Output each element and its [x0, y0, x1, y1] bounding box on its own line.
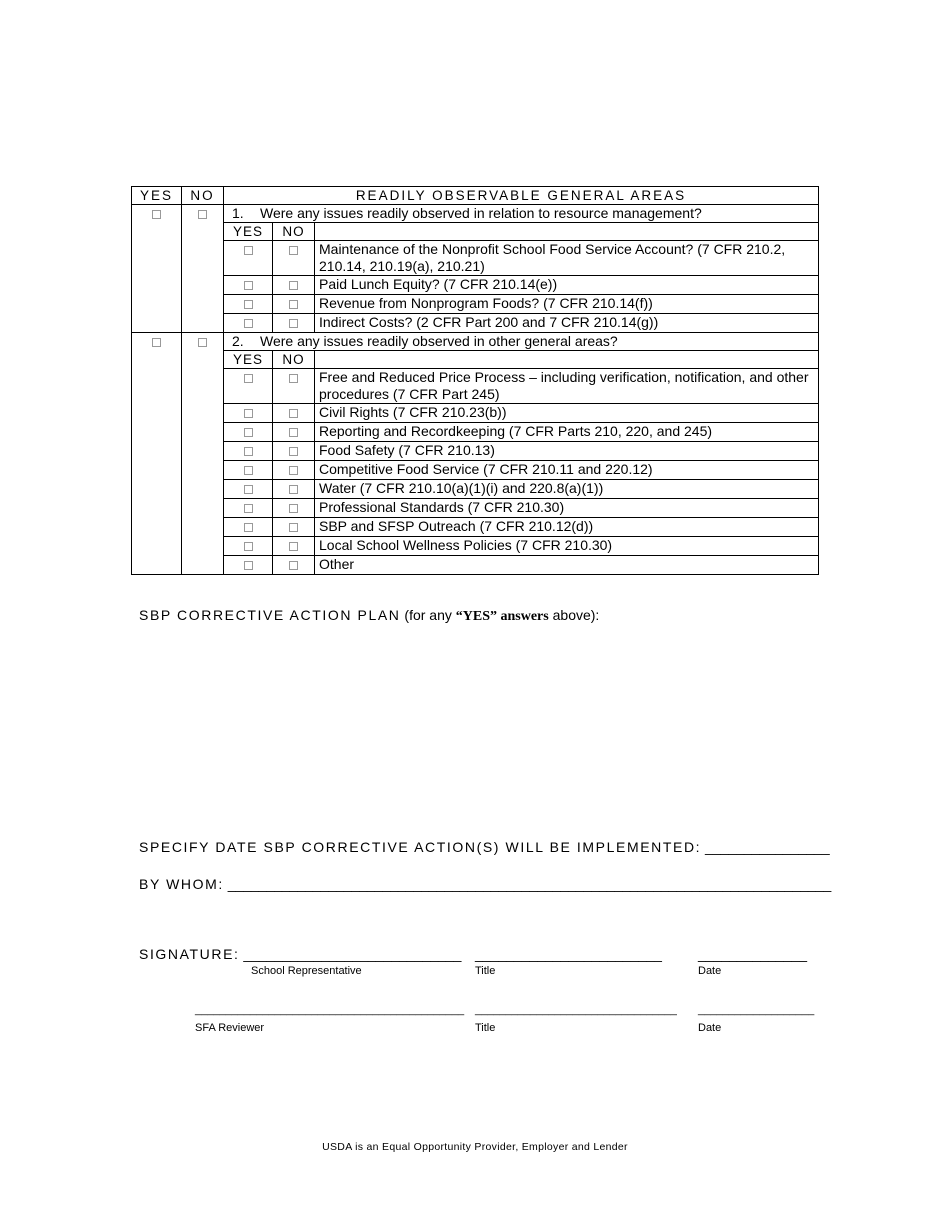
table-row: [132, 404, 819, 423]
item-label: Food Safety (7 CFR 210.13): [315, 442, 819, 461]
sub-header-no: NO: [273, 351, 315, 369]
sub-header-yes: YES: [224, 223, 273, 241]
date-label: SPECIFY DATE SBP CORRECTIVE ACTION(S) WILL BE IMPLEMENTED:: [139, 839, 702, 855]
item-no-checkbox-cell: [273, 537, 315, 556]
item-label: Revenue from Nonprogram Foods? (7 CFR 210.14(f)): [315, 295, 819, 314]
question-text: Were any issues readily observed in other general areas?: [260, 333, 618, 349]
question-2-no-checkbox-cell: [182, 333, 224, 575]
item-yes-checkbox[interactable]: [244, 246, 253, 255]
item-yes-checkbox-cell: [224, 480, 273, 499]
table-row: [132, 423, 819, 442]
item-no-checkbox-cell: [273, 314, 315, 333]
table-row: [132, 461, 819, 480]
item-yes-checkbox-cell: [224, 499, 273, 518]
title-caption-1: Title: [475, 965, 496, 977]
item-yes-checkbox-cell: [224, 442, 273, 461]
table-row: [132, 556, 819, 575]
item-no-checkbox-cell: [273, 461, 315, 480]
item-yes-checkbox[interactable]: [244, 281, 253, 290]
school-rep-signature-field[interactable]: ____________________________: [243, 946, 462, 962]
item-yes-checkbox-cell: [224, 314, 273, 333]
item-label: Reporting and Recordkeeping (7 CFR Parts 210, 220, and 245): [315, 423, 819, 442]
table-row: [132, 295, 819, 314]
item-no-checkbox[interactable]: [289, 374, 298, 383]
item-yes-checkbox-cell: [224, 518, 273, 537]
question-row: [132, 205, 819, 223]
cap-label: SBP CORRECTIVE ACTION PLAN: [139, 607, 401, 623]
question-number: 1.: [232, 205, 244, 221]
item-no-checkbox-cell: [273, 518, 315, 537]
item-yes-checkbox[interactable]: [244, 523, 253, 532]
sfa-reviewer-caption: SFA Reviewer: [195, 1022, 265, 1034]
item-yes-checkbox[interactable]: [244, 485, 253, 494]
item-no-checkbox-cell: [273, 442, 315, 461]
item-yes-checkbox[interactable]: [244, 447, 253, 456]
item-yes-checkbox[interactable]: [244, 300, 253, 309]
item-yes-checkbox-cell: [224, 404, 273, 423]
table-header-row: [132, 187, 819, 205]
sub-header-no: NO: [273, 223, 315, 241]
sub-header-row: [132, 351, 819, 369]
item-label: Professional Standards (7 CFR 210.30): [315, 499, 819, 518]
item-no-checkbox-cell: [273, 423, 315, 442]
header-title: READILY OBSERVABLE GENERAL AREAS: [224, 187, 819, 205]
cap-pre: (for any: [404, 607, 456, 623]
cap-bold: “YES” answers: [455, 609, 549, 624]
observable-areas-table: [131, 186, 819, 575]
item-no-checkbox[interactable]: [289, 466, 298, 475]
cap-post: above):: [548, 607, 600, 623]
item-yes-checkbox[interactable]: [244, 374, 253, 383]
sub-header-blank: [315, 223, 819, 241]
sub-header-blank: [315, 351, 819, 369]
item-no-checkbox[interactable]: [289, 504, 298, 513]
item-yes-checkbox[interactable]: [244, 428, 253, 437]
date-field-2[interactable]: ___________________: [698, 1004, 815, 1016]
item-no-checkbox-cell: [273, 499, 315, 518]
item-yes-checkbox[interactable]: [244, 561, 253, 570]
item-no-checkbox[interactable]: [289, 523, 298, 532]
school-representative-caption: School Representative: [251, 965, 362, 977]
item-label: Other: [315, 556, 819, 575]
item-no-checkbox-cell: [273, 480, 315, 499]
sub-header-yes: YES: [224, 351, 273, 369]
item-no-checkbox-cell: [273, 241, 315, 276]
item-yes-checkbox[interactable]: [244, 409, 253, 418]
item-no-checkbox[interactable]: [289, 246, 298, 255]
corrective-action-plan-heading: [139, 607, 599, 625]
item-no-checkbox-cell: [273, 404, 315, 423]
item-yes-checkbox-cell: [224, 556, 273, 575]
item-yes-checkbox-cell: [224, 369, 273, 404]
question-2-no-checkbox[interactable]: [198, 338, 207, 347]
item-label: Paid Lunch Equity? (7 CFR 210.14(e)): [315, 276, 819, 295]
footer-statement: USDA is an Equal Opportunity Provider, Employer and Lender: [322, 1141, 628, 1153]
item-yes-checkbox-cell: [224, 276, 273, 295]
item-yes-checkbox[interactable]: [244, 466, 253, 475]
item-no-checkbox-cell: [273, 556, 315, 575]
item-yes-checkbox[interactable]: [244, 319, 253, 328]
item-no-checkbox[interactable]: [289, 542, 298, 551]
question-row: [132, 333, 819, 351]
implementation-date-line: [139, 839, 830, 855]
header-yes: YES: [132, 187, 182, 205]
table-row: [132, 276, 819, 295]
item-label: Water (7 CFR 210.10(a)(1)(i) and 220.8(a)(1)): [315, 480, 819, 499]
by-whom-label: BY WHOM:: [139, 876, 224, 892]
item-label: Maintenance of the Nonprofit School Food Service Account? (7 CFR 210.2, 210.14, 210.19(a), 210.21): [315, 241, 819, 276]
item-label: Competitive Food Service (7 CFR 210.11 and 220.12): [315, 461, 819, 480]
item-no-checkbox-cell: [273, 276, 315, 295]
title-field-2[interactable]: _________________________________: [475, 1004, 677, 1016]
table-row: [132, 537, 819, 556]
table-row: [132, 480, 819, 499]
question-1-yes-checkbox[interactable]: [152, 210, 161, 219]
item-no-checkbox[interactable]: [289, 428, 298, 437]
item-yes-checkbox-cell: [224, 423, 273, 442]
header-no: NO: [182, 187, 224, 205]
question-2: [224, 333, 819, 351]
item-no-checkbox-cell: [273, 369, 315, 404]
item-no-checkbox[interactable]: [289, 447, 298, 456]
title-caption-2: Title: [475, 1022, 496, 1034]
question-number: 2.: [232, 333, 244, 349]
item-no-checkbox[interactable]: [289, 300, 298, 309]
table-row: [132, 241, 819, 276]
sfa-reviewer-signature-field[interactable]: ____________________________________________: [195, 1004, 465, 1016]
item-no-checkbox[interactable]: [289, 281, 298, 290]
question-1-no-checkbox[interactable]: [198, 210, 207, 219]
title-field-1[interactable]: ________________________: [475, 946, 662, 962]
date-caption-2: Date: [698, 1022, 722, 1034]
table-row: [132, 518, 819, 537]
table-row: [132, 314, 819, 333]
signature-label: SIGNATURE:: [139, 946, 240, 962]
item-yes-checkbox-cell: [224, 295, 273, 314]
item-label: Local School Wellness Policies (7 CFR 210.30): [315, 537, 819, 556]
table-row: [132, 442, 819, 461]
table-row: [132, 369, 819, 404]
item-no-checkbox[interactable]: [289, 409, 298, 418]
signature-line: [139, 946, 461, 962]
question-text: Were any issues readily observed in relation to resource management?: [260, 205, 702, 221]
sub-header-row: [132, 223, 819, 241]
by-whom-field[interactable]: ______________________________________________________________________________: [227, 876, 832, 892]
question-1-yes-checkbox-cell: [132, 205, 182, 333]
item-no-checkbox[interactable]: [289, 561, 298, 570]
item-yes-checkbox-cell: [224, 241, 273, 276]
question-2-yes-checkbox[interactable]: [152, 338, 161, 347]
item-label: SBP and SFSP Outreach (7 CFR 210.12(d)): [315, 518, 819, 537]
item-label: Indirect Costs? (2 CFR Part 200 and 7 CFR 210.14(g)): [315, 314, 819, 333]
item-yes-checkbox-cell: [224, 537, 273, 556]
table-row: [132, 499, 819, 518]
item-yes-checkbox[interactable]: [244, 542, 253, 551]
item-no-checkbox[interactable]: [289, 485, 298, 494]
date-field-1[interactable]: ______________: [698, 946, 808, 962]
question-1-no-checkbox-cell: [182, 205, 224, 333]
item-no-checkbox[interactable]: [289, 319, 298, 328]
item-label: Civil Rights (7 CFR 210.23(b)): [315, 404, 819, 423]
item-yes-checkbox-cell: [224, 461, 273, 480]
question-2-yes-checkbox-cell: [132, 333, 182, 575]
date-caption-1: Date: [698, 965, 722, 977]
question-1: [224, 205, 819, 223]
item-label: Free and Reduced Price Process – including verification, notification, and other procedures (7 CFR Part 245): [315, 369, 819, 404]
item-no-checkbox-cell: [273, 295, 315, 314]
date-field[interactable]: ________________: [705, 839, 830, 855]
by-whom-line: [139, 876, 831, 892]
item-yes-checkbox[interactable]: [244, 504, 253, 513]
